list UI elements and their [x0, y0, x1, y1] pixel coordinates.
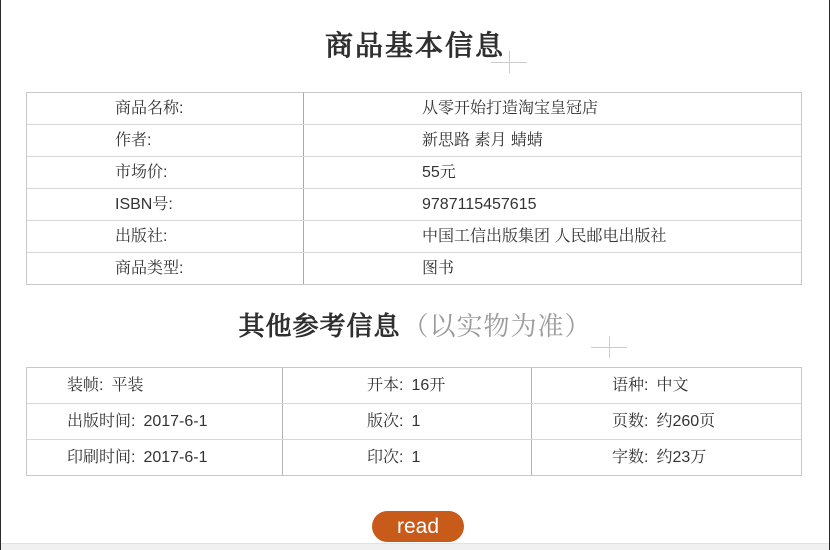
table-row — [27, 404, 801, 440]
spec-value: 1 — [411, 413, 421, 430]
row-value: 中国工信出版集团 人民邮电出版社 — [422, 228, 667, 245]
row-label: 商品名称: — [27, 93, 304, 124]
row-label: 市场价: — [27, 157, 304, 188]
spec-label: 出版时间: — [67, 413, 136, 430]
table-row — [27, 440, 801, 475]
row-label: 商品类型: — [27, 253, 304, 284]
spec-label: 语种: — [612, 377, 649, 394]
row-label: 作者: — [27, 125, 304, 156]
table-row — [27, 368, 801, 404]
spec-value: 1 — [411, 449, 421, 466]
spec-label: 装帧: — [67, 377, 104, 394]
spec-cell-format — [283, 368, 532, 403]
row-label: ISBN号: — [27, 189, 304, 220]
spec-cell-impression — [283, 440, 532, 475]
row-value: 图书 — [422, 260, 455, 277]
spec-cell-language — [532, 368, 801, 403]
table-row — [27, 253, 801, 284]
spec-cell-pages — [532, 404, 801, 439]
basic-info-title: 商品基本信息 — [324, 30, 505, 61]
table-row — [27, 189, 801, 221]
spec-value: 2017-6-1 — [143, 449, 208, 466]
spec-cell-print-date — [27, 440, 283, 475]
spec-value: 中文 — [656, 377, 689, 394]
spec-label: 印刷时间: — [67, 449, 136, 466]
row-value: 9787115457615 — [422, 196, 537, 213]
spec-cell-binding — [27, 368, 283, 403]
table-row — [27, 157, 801, 189]
spec-label: 页数: — [612, 413, 649, 430]
spec-label: 印次: — [367, 449, 404, 466]
spec-value: 约23万 — [656, 449, 707, 466]
other-info-title — [1, 306, 829, 343]
bottom-strip — [1, 543, 829, 550]
spec-value: 16开 — [411, 377, 446, 394]
spec-cell-publish-date — [27, 404, 283, 439]
spec-table — [26, 367, 802, 476]
spec-value: 平装 — [111, 377, 144, 394]
row-value: 55元 — [422, 164, 456, 181]
table-row — [27, 93, 801, 125]
row-value: 从零开始打造淘宝皇冠店 — [422, 100, 599, 117]
table-row — [27, 125, 801, 157]
row-value: 新思路 素月 蜻蜻 — [422, 132, 543, 149]
other-info-title-note: （以实物为准） — [402, 311, 592, 341]
basic-info-table — [26, 92, 802, 285]
spec-label: 版次: — [367, 413, 404, 430]
spec-cell-edition — [283, 404, 532, 439]
other-info-title-text: 其他参考信息 — [238, 311, 401, 341]
read-button[interactable]: read — [372, 511, 464, 542]
row-label: 出版社: — [27, 221, 304, 252]
table-row — [27, 221, 801, 253]
spec-value: 约260页 — [656, 413, 716, 430]
spec-value: 2017-6-1 — [143, 413, 208, 430]
spec-label: 字数: — [612, 449, 649, 466]
spec-label: 开本: — [367, 377, 404, 394]
spec-cell-word-count — [532, 440, 801, 475]
